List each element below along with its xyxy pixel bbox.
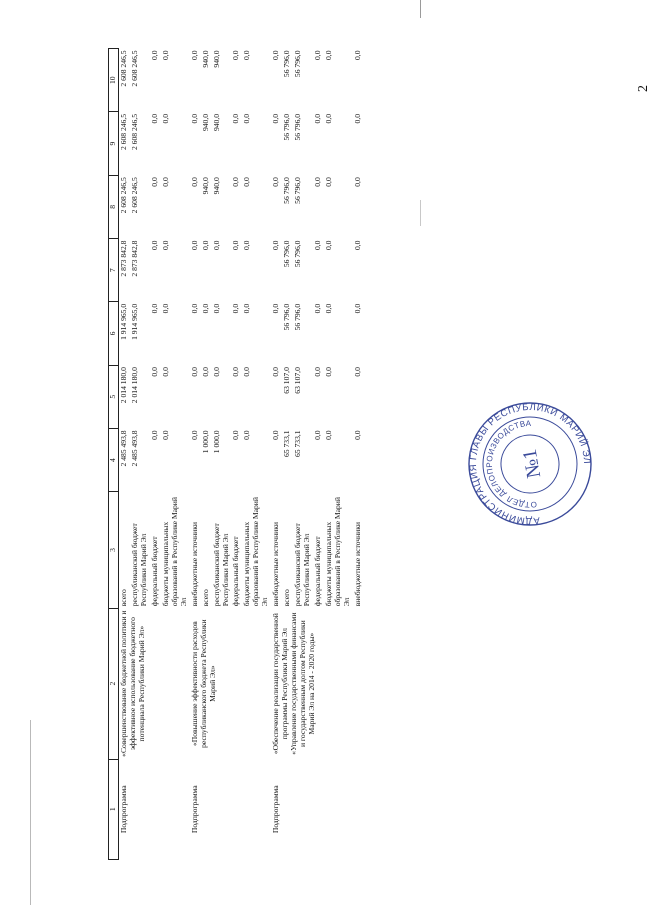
amount-cell: 0,0: [200, 303, 210, 314]
amount-cell: 0,0: [160, 177, 170, 187]
amount-cell: 0,0: [313, 303, 323, 314]
amount-cell: 0,0: [324, 303, 334, 314]
amount-cell: 0,0: [324, 177, 334, 187]
subprogram-type: Подпрограмма: [189, 785, 199, 834]
amount-cell: 0,0: [324, 240, 334, 251]
funding-source: бюджеты муниципальных образований в Республике Марий Эл: [160, 497, 188, 607]
seal-center-text: №1: [518, 447, 546, 480]
amount-cell: 0,0: [189, 367, 199, 377]
amount-cell: 56 796,0: [293, 113, 303, 141]
scan-artifact-top: [420, 0, 421, 18]
amount-cell: 56 796,0: [282, 303, 292, 331]
seal-outer-text: АДМИНИСТРАЦИЯ ГЛАВЫ РЕСПУБЛИКИ МАРИЙ ЭЛ: [467, 401, 593, 527]
column-number-row: [109, 49, 119, 860]
amount-cell: 940,0: [200, 113, 210, 132]
amount-cell: 940,0: [211, 50, 221, 68]
amount-cell: 63 107,0: [282, 367, 292, 394]
funding-source: федеральный бюджет: [231, 536, 241, 607]
amount-cell: 0,0: [160, 430, 170, 440]
amount-cell: 0,0: [231, 177, 241, 187]
amount-cell: 2 608 246,5: [119, 50, 128, 87]
amount-cell: 0,0: [189, 240, 199, 251]
amount-cell: 1 000,0: [200, 430, 210, 454]
official-seal: [466, 400, 594, 528]
amount-cell: 0,0: [242, 50, 252, 60]
amount-cell: 940,0: [211, 113, 221, 132]
amount-cell: 0,0: [189, 177, 199, 187]
amount-cell: 0,0: [160, 240, 170, 251]
seal-inner-text: ОТДЕЛ ДЕЛОПРОИЗВОДСТВА: [484, 418, 538, 510]
amount-cell: 0,0: [242, 430, 252, 440]
amount-cell: 0,0: [271, 367, 281, 377]
subprogram-name: «Повышение эффективности расходов республиканского бюджета Республики Марий Эл»: [189, 619, 217, 748]
amount-cell: 56 796,0: [293, 50, 303, 78]
amount-cell: 0,0: [149, 113, 159, 124]
amount-cell: 65 733,1: [282, 430, 292, 457]
amount-cell: 0,0: [271, 240, 281, 251]
amount-cell: 0,0: [271, 303, 281, 314]
amount-cell: 0,0: [231, 303, 241, 314]
amount-cell: 2 608 246,5: [119, 177, 128, 214]
amount-cell: 1 000,0: [211, 430, 221, 454]
amount-cell: 940,0: [200, 50, 210, 68]
column-header: 10: [109, 49, 119, 112]
table-row: [190, 49, 201, 860]
funding-source: всего: [282, 589, 292, 607]
amount-cell: 56 796,0: [293, 177, 303, 204]
amount-cell: 56 796,0: [293, 303, 303, 331]
amount-cell: 0,0: [242, 303, 252, 314]
amount-cell: 0,0: [211, 240, 221, 251]
funding-source: республиканский бюджет Республики Марий Эл: [211, 523, 230, 607]
column-header: 3: [109, 492, 119, 609]
amount-cell: 2 485 493,8: [129, 430, 139, 467]
table-body: [119, 49, 364, 860]
table-row: [119, 49, 130, 860]
amount-cell: 940,0: [211, 177, 221, 195]
amount-cell: 0,0: [231, 240, 241, 251]
amount-cell: 0,0: [160, 113, 170, 124]
amount-cell: 0,0: [160, 367, 170, 377]
amount-cell: 2 014 180,0: [119, 367, 128, 404]
column-header: 2: [109, 608, 119, 759]
amount-cell: 65 733,1: [293, 430, 303, 457]
amount-cell: 0,0: [313, 113, 323, 124]
amount-cell: 0,0: [242, 240, 252, 251]
amount-cell: 1 914 965,0: [119, 303, 128, 340]
amount-cell: 0,0: [324, 367, 334, 377]
rotated-table-page: [108, 48, 468, 860]
amount-cell: 0,0: [189, 430, 199, 440]
amount-cell: 2 608 246,5: [129, 113, 139, 151]
amount-cell: 0,0: [189, 303, 199, 314]
amount-cell: 0,0: [324, 50, 334, 60]
amount-cell: 0,0: [352, 303, 362, 314]
funding-source: республиканский бюджет Республики Марий Эл: [129, 523, 148, 607]
amount-cell: 1 914 965,0: [129, 303, 139, 340]
amount-cell: 0,0: [160, 303, 170, 314]
amount-cell: 56 796,0: [293, 240, 303, 268]
amount-cell: 2 873 842,8: [129, 240, 139, 277]
funding-source: федеральный бюджет: [313, 536, 323, 607]
amount-cell: 0,0: [231, 430, 241, 440]
amount-cell: 0,0: [352, 430, 362, 440]
amount-cell: 0,0: [149, 50, 159, 60]
amount-cell: 0,0: [242, 177, 252, 187]
amount-cell: 0,0: [149, 303, 159, 314]
amount-cell: 0,0: [313, 240, 323, 251]
amount-cell: 0,0: [271, 113, 281, 124]
subprogram-name: «Совершенствование бюджетной политики и эффективное использование бюджетного потенциала Республики Марий Эл»: [119, 610, 146, 757]
amount-cell: 940,0: [200, 177, 210, 195]
amount-cell: 0,0: [160, 50, 170, 60]
amount-cell: 0,0: [352, 367, 362, 377]
funding-source: внебюджетные источники: [352, 522, 362, 607]
funding-source: федеральный бюджет: [149, 536, 159, 607]
amount-cell: 0,0: [313, 50, 323, 60]
amount-cell: 0,0: [149, 367, 159, 377]
amount-cell: 0,0: [211, 303, 221, 314]
subprogram-type: Подпрограмма: [119, 785, 128, 834]
amount-cell: 0,0: [200, 240, 210, 251]
amount-cell: 56 796,0: [282, 177, 292, 204]
amount-cell: 2 608 246,5: [129, 50, 139, 87]
amount-cell: 0,0: [352, 113, 362, 124]
funding-source: всего: [119, 589, 128, 607]
amount-cell: 0,0: [271, 430, 281, 440]
amount-cell: 2 873 842,8: [119, 240, 128, 277]
amount-cell: 0,0: [352, 50, 362, 60]
budget-table: [108, 48, 364, 860]
funding-source: республиканский бюджет Республики Марий Эл: [293, 523, 312, 607]
amount-cell: 56 796,0: [282, 240, 292, 268]
column-header: 6: [109, 302, 119, 365]
amount-cell: 0,0: [231, 367, 241, 377]
table-row: [271, 49, 282, 860]
scan-artifact-left: [30, 720, 31, 905]
amount-cell: 0,0: [231, 50, 241, 60]
amount-cell: 0,0: [189, 113, 199, 124]
amount-cell: 56 796,0: [282, 113, 292, 141]
column-header: 8: [109, 175, 119, 238]
amount-cell: 56 796,0: [282, 50, 292, 78]
amount-cell: 0,0: [242, 367, 252, 377]
amount-cell: 0,0: [200, 367, 210, 377]
amount-cell: 2 014 180,0: [129, 367, 139, 404]
amount-cell: 0,0: [271, 50, 281, 60]
amount-cell: 0,0: [324, 113, 334, 124]
amount-cell: 63 107,0: [293, 367, 303, 394]
column-header: 1: [109, 759, 119, 859]
amount-cell: 0,0: [313, 367, 323, 377]
amount-cell: 0,0: [189, 50, 199, 60]
amount-cell: 0,0: [352, 240, 362, 251]
funding-source: бюджеты муниципальных образований в Республике Марий Эл: [324, 497, 351, 607]
amount-cell: 0,0: [352, 177, 362, 187]
amount-cell: 0,0: [149, 177, 159, 187]
amount-cell: 0,0: [313, 430, 323, 440]
funding-source: внебюджетные источники: [189, 522, 199, 607]
amount-cell: 0,0: [313, 177, 323, 187]
amount-cell: 2 608 246,5: [119, 113, 128, 151]
column-header: 7: [109, 239, 119, 302]
funding-source: внебюджетные источники: [271, 522, 281, 607]
column-header: 5: [109, 365, 119, 428]
amount-cell: 2 485 493,8: [119, 430, 128, 467]
amount-cell: 0,0: [231, 113, 241, 124]
funding-source: всего: [200, 589, 210, 607]
amount-cell: 0,0: [271, 177, 281, 187]
amount-cell: 0,0: [149, 430, 159, 440]
column-header: 4: [109, 428, 119, 491]
amount-cell: 0,0: [149, 240, 159, 251]
subprogram-name: «Обеспечение реализации государственной программы Республики Марий Эл «Управление государственными финансами и государственным долгом Республики Марий Эл на 2014 - 2020 годы»: [271, 612, 317, 755]
amount-cell: 2 608 246,5: [129, 177, 139, 214]
funding-source: бюджеты муниципальных образований в Республике Марий Эл: [242, 497, 270, 607]
amount-cell: 0,0: [324, 430, 334, 440]
amount-cell: 0,0: [242, 113, 252, 124]
amount-cell: 0,0: [211, 367, 221, 377]
column-header: 9: [109, 112, 119, 175]
page-number: 2: [636, 85, 651, 92]
subprogram-type: Подпрограмма: [271, 785, 281, 834]
